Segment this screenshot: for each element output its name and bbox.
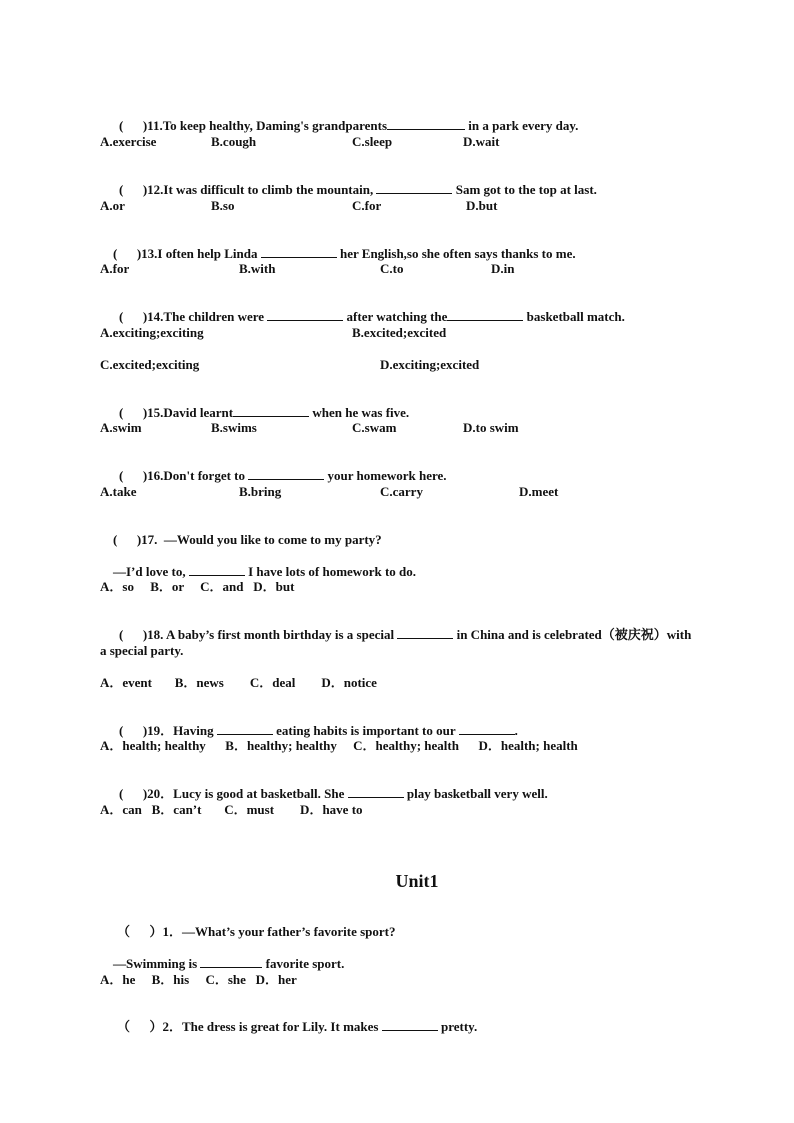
answer-blank bbox=[387, 118, 465, 130]
answer-paren: （ ） bbox=[117, 1019, 163, 1034]
option-a: A.for bbox=[100, 261, 130, 276]
option-b: B.bring bbox=[239, 484, 282, 499]
options-line: A．health; healthy B．healthy; healthy C．healthy; health D．health; health bbox=[100, 738, 578, 753]
answer-blank bbox=[261, 246, 337, 258]
option-a: A.exciting;exciting bbox=[100, 325, 204, 340]
option-b: B.with bbox=[239, 261, 276, 276]
question-stem-end: pretty. bbox=[437, 1019, 478, 1034]
option-b: B.swims bbox=[211, 420, 257, 435]
answer-paren: ( ) bbox=[119, 118, 148, 133]
answer-paren: ( ) bbox=[113, 246, 142, 261]
answer-blank bbox=[397, 627, 453, 639]
options-line: A．so B．or C．and D．but bbox=[100, 579, 295, 594]
answer-blank bbox=[382, 1019, 438, 1031]
option-a: A.swim bbox=[100, 420, 142, 435]
question-stem: 14.The children were bbox=[147, 309, 268, 324]
options-line: A．he B．his C．she D．her bbox=[100, 972, 297, 987]
question-stem: 1．—What’s your father’s favorite sport? bbox=[162, 924, 396, 939]
question-stem: —Swimming is bbox=[113, 956, 201, 971]
options-line: A．event B．news C．deal D．notice bbox=[100, 675, 377, 690]
option-b: B.so bbox=[211, 198, 235, 213]
answer-blank bbox=[348, 786, 404, 798]
answer-blank bbox=[233, 405, 309, 417]
answer-paren: ( ) bbox=[119, 786, 148, 801]
option-c: C.for bbox=[352, 198, 382, 213]
answer-blank bbox=[447, 309, 523, 321]
question-stem-mid: eating habits is important to our bbox=[272, 723, 459, 738]
answer-blank bbox=[459, 723, 515, 735]
question-stem: 12.It was difficult to climb the mountain, bbox=[147, 182, 377, 197]
question-stem-end: I have lots of homework to do. bbox=[244, 564, 417, 579]
option-c: C.sleep bbox=[352, 134, 393, 149]
answer-blank bbox=[217, 723, 273, 735]
option-a: A.take bbox=[100, 484, 137, 499]
question-stem: —I’d love to, bbox=[113, 564, 189, 579]
question-stem: 19．Having bbox=[147, 723, 217, 738]
question-stem-end: . bbox=[514, 723, 518, 738]
question-stem: 2．The dress is great for Lily. It makes bbox=[162, 1019, 382, 1034]
answer-paren: ( ) bbox=[119, 627, 148, 642]
answer-paren: ( ) bbox=[119, 182, 148, 197]
option-d: D.meet bbox=[519, 484, 559, 499]
options-line: A．can B．can’t C．must D．have to bbox=[100, 802, 363, 817]
question-11 bbox=[106, 102, 578, 150]
question-stem-end: in China and is celebrated（被庆祝）with bbox=[453, 627, 692, 642]
option-d: D.to swim bbox=[463, 420, 519, 435]
question-stem: 18. A baby’s first month birthday is a special bbox=[147, 627, 398, 642]
answer-paren: ( ) bbox=[113, 532, 142, 547]
question-stem-end: play basketball very well. bbox=[403, 786, 548, 801]
question-stem-end: your homework here. bbox=[324, 468, 447, 483]
option-d: D.wait bbox=[463, 134, 500, 149]
option-c: C.swam bbox=[352, 420, 397, 435]
question-stem: 16.Don't forget to bbox=[147, 468, 249, 483]
question-stem: 17. —Would you like to come to my party? bbox=[141, 532, 382, 547]
option-c: C.excited;exciting bbox=[100, 357, 200, 372]
answer-paren: （ ） bbox=[117, 924, 163, 939]
question-stem-end: her English,so she often says thanks to me. bbox=[336, 246, 576, 261]
unit-title: Unit1 bbox=[395, 871, 439, 891]
answer-blank bbox=[189, 564, 245, 576]
question-stem-end: basketball match. bbox=[523, 309, 625, 324]
question-stem: 20．Lucy is good at basketball. She bbox=[147, 786, 348, 801]
question-18 bbox=[106, 611, 691, 659]
question-stem: 15.David learnt bbox=[147, 405, 234, 420]
answer-paren: ( ) bbox=[119, 468, 148, 483]
option-b: B.cough bbox=[211, 134, 257, 149]
answer-blank bbox=[267, 309, 343, 321]
option-a: A.exercise bbox=[100, 134, 157, 149]
question-18-continued: a special party. bbox=[100, 643, 184, 658]
unit1-question-2 bbox=[104, 1003, 477, 1051]
question-stem: 13.I often help Linda bbox=[141, 246, 261, 261]
option-c: C.to bbox=[380, 261, 404, 276]
answer-blank bbox=[376, 182, 452, 194]
option-c: C.carry bbox=[380, 484, 423, 499]
option-a: A.or bbox=[100, 198, 125, 213]
answer-blank bbox=[200, 956, 262, 968]
question-stem-end: favorite sport. bbox=[262, 956, 345, 971]
option-d: D.in bbox=[491, 261, 515, 276]
answer-blank bbox=[248, 468, 324, 480]
option-b: B.excited;excited bbox=[352, 325, 447, 340]
answer-paren: ( ) bbox=[119, 723, 148, 738]
option-d: D.but bbox=[466, 198, 498, 213]
question-stem-mid: after watching the bbox=[343, 309, 448, 324]
option-d: D.exciting;excited bbox=[380, 357, 480, 372]
question-stem: 11.To keep healthy, Daming's grandparents bbox=[147, 118, 387, 133]
answer-paren: ( ) bbox=[119, 405, 148, 420]
answer-paren: ( ) bbox=[119, 309, 148, 324]
question-stem-end: Sam got to the top at last. bbox=[452, 182, 597, 197]
question-stem-end: in a park every day. bbox=[465, 118, 579, 133]
question-stem-end: when he was five. bbox=[309, 405, 410, 420]
